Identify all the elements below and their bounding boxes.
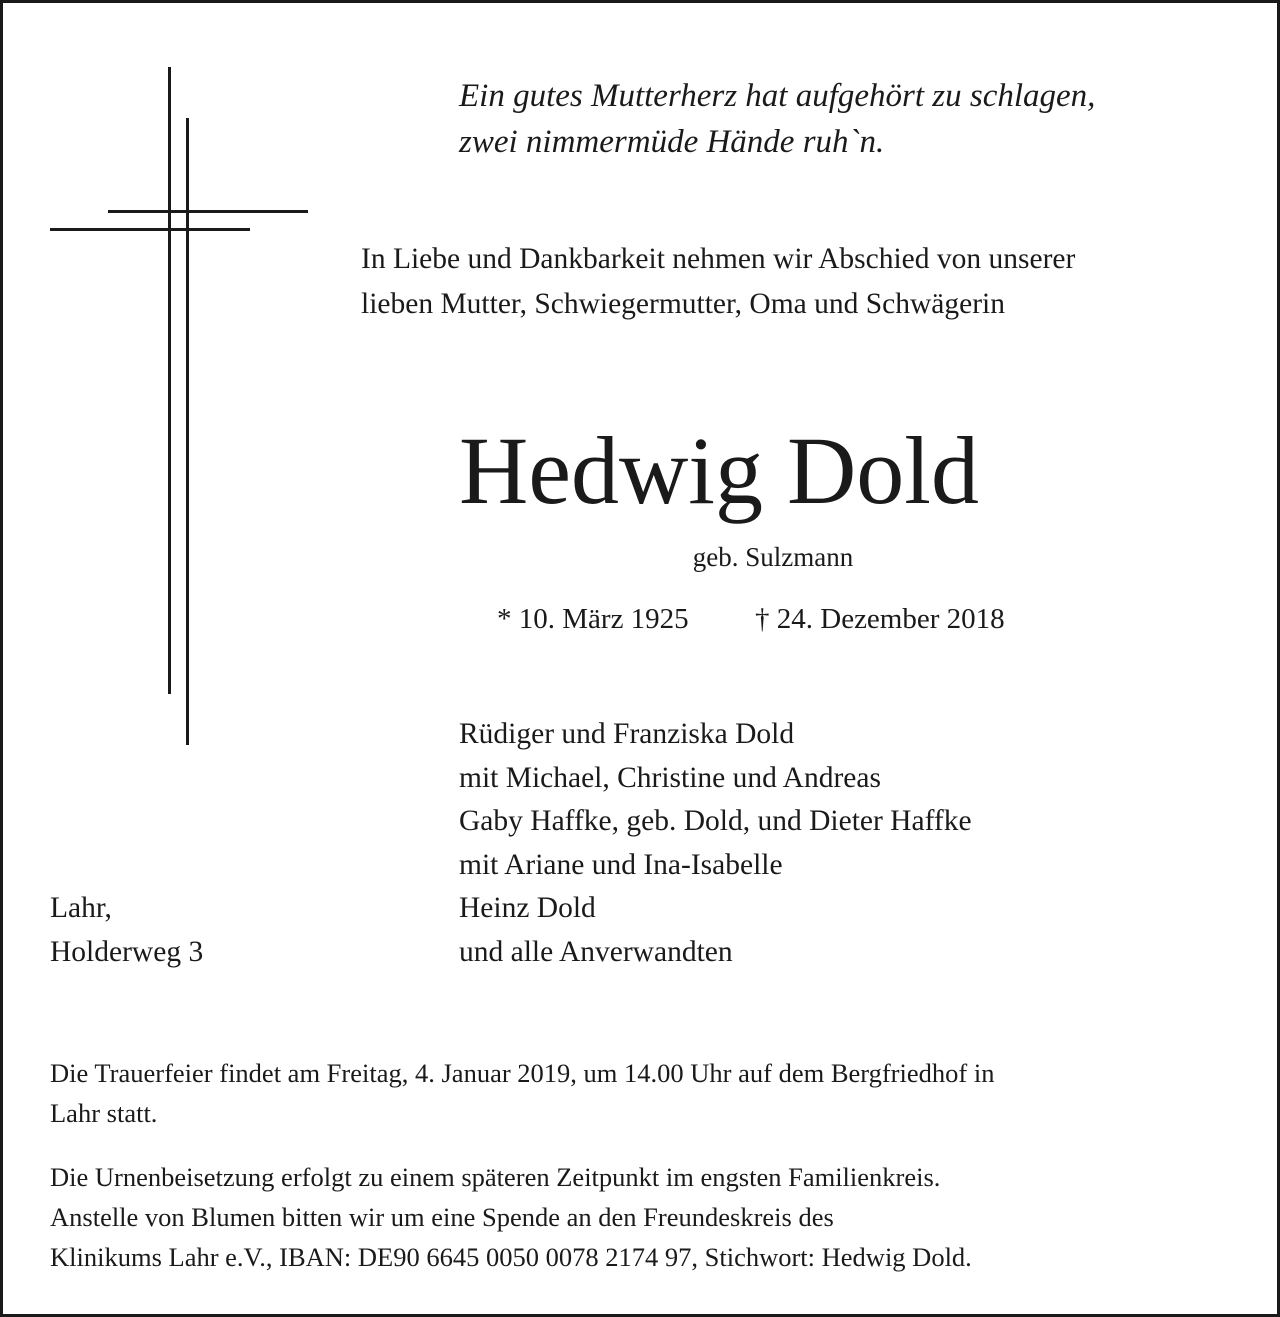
address-street: Holderweg 3 xyxy=(50,935,204,968)
maiden-name: geb. Sulzmann xyxy=(692,542,854,572)
cross-vertical-back xyxy=(168,67,171,694)
funeral-notice xyxy=(50,1053,1240,1133)
burial-notice xyxy=(50,1157,1240,1277)
address-city: Lahr, xyxy=(50,892,112,924)
intro-line-1: In Liebe und Dankbarkeit nehmen wir Abschied von unserer xyxy=(361,243,1076,275)
mourner-line: Gaby Haffke, geb. Dold, und Dieter Haffke xyxy=(459,805,972,837)
mourner-line: mit Ariane und Ina-Isabelle xyxy=(459,848,783,881)
motto-verse xyxy=(459,73,1249,165)
mourner-line: und alle Anverwandten xyxy=(459,935,733,968)
motto-line-1: Ein gutes Mutterherz hat aufgehört zu schlagen, xyxy=(459,78,1096,114)
intro-text xyxy=(361,237,1261,327)
intro-line-2: lieben Mutter, Schwiegermutter, Oma und Schwägerin xyxy=(361,288,1006,320)
death-date: † 24. Dezember 2018 xyxy=(755,603,1005,635)
mourners-list xyxy=(459,713,1239,974)
funeral-line-1: Die Trauerfeier findet am Freitag, 4. Januar 2019, um 14.00 Uhr auf dem Bergfriedhof in xyxy=(50,1058,995,1088)
burial-line-3: Klinikums Lahr e.V., IBAN: DE90 6645 0050 0078 2174 97, Stichwort: Hedwig Dold. xyxy=(50,1242,972,1272)
family-address xyxy=(50,887,350,974)
mourner-line: Rüdiger und Franziska Dold xyxy=(459,718,795,750)
burial-line-1: Die Urnenbeisetzung erfolgt zu einem späteren Zeitpunkt im engsten Familienkreis. xyxy=(50,1162,941,1192)
cross-horizontal-front xyxy=(50,228,250,231)
burial-line-2: Anstelle von Blumen bitten wir um eine Spende an den Freundeskreis des xyxy=(50,1202,834,1232)
funeral-line-2: Lahr statt. xyxy=(50,1098,158,1128)
mourner-line: mit Michael, Christine und Andreas xyxy=(459,761,881,794)
mourner-line: Heinz Dold xyxy=(459,892,596,924)
deceased-name: Hedwig Dold xyxy=(459,417,979,524)
motto-line-2: zwei nimmermüde Hände ruh`n. xyxy=(459,124,885,160)
birth-date: * 10. März 1925 xyxy=(497,603,689,635)
cross-horizontal-back xyxy=(108,210,308,213)
